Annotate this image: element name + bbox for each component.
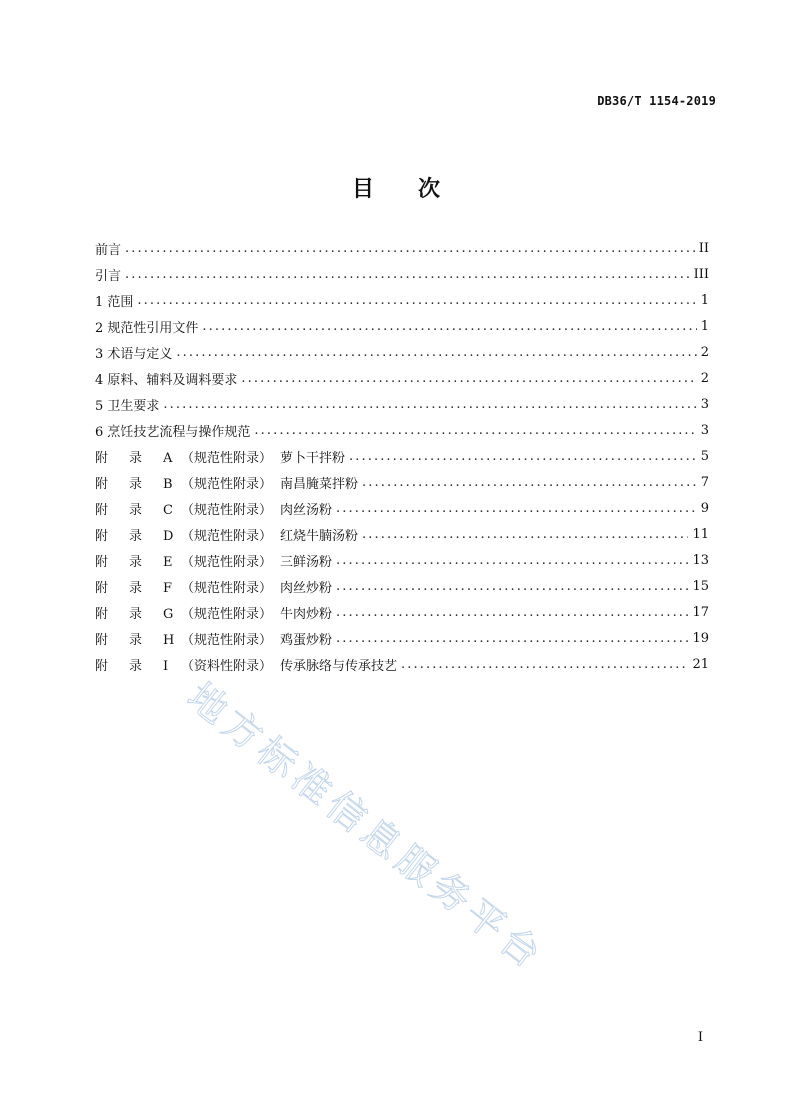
toc-leader [176,345,696,360]
toc-annex-d[interactable] [95,521,709,547]
toc-leader [137,293,696,308]
annex-sep: 录 [129,658,143,674]
annex-classification: （规范性附录） [181,606,273,622]
toc-entry-page: 13 [692,552,709,568]
document-code: DB36/T 1154-2019 [597,94,716,108]
toc-entry-page: 1 [700,292,709,308]
annex-sep: 录 [129,580,143,596]
annex-prefix: 附 [95,476,109,492]
toc-leader [125,267,690,282]
annex-letter: E [163,554,173,570]
toc-entry-label: 6 烹饪技艺流程与操作规范 [95,424,251,440]
toc-leader [125,241,695,256]
toc-annex-g[interactable] [95,599,709,625]
annex-prefix: 附 [95,450,109,466]
toc-entry-page: 21 [692,656,709,672]
toc-entry-label: 前言 [95,242,122,258]
annex-sep: 录 [129,450,143,466]
annex-title: 南昌腌菜拌粉 [280,476,359,492]
toc-annex-f[interactable] [95,573,709,599]
toc-entry-page: 2 [700,370,709,386]
toc-entry-normative-references[interactable] [95,313,709,339]
toc-entry-page: 1 [700,318,709,334]
toc-entry-page: III [693,266,709,282]
toc-entry-materials[interactable] [95,365,709,391]
toc-entry-page: 7 [700,474,709,490]
toc-entry-introduction[interactable] [95,261,709,287]
annex-title: 肉丝炒粉 [280,580,333,596]
toc-leader [254,423,696,438]
toc-entry-label: 3 术语与定义 [95,346,173,362]
toc-entry-page: 2 [700,344,709,360]
annex-label [95,499,332,518]
annex-sep: 录 [129,554,143,570]
annex-prefix: 附 [95,528,109,544]
toc-leader [202,319,696,334]
toc-annex-c[interactable] [95,495,709,521]
annex-letter: F [163,580,173,596]
toc-entry-page: 11 [692,526,709,542]
toc-leader [336,579,688,594]
annex-label [95,629,332,648]
annex-classification: （规范性附录） [181,554,273,570]
toc-entry-page: 9 [700,500,709,516]
annex-classification: （规范性附录） [181,502,273,518]
annex-letter: G [163,606,174,622]
annex-prefix: 附 [95,554,109,570]
toc-entry-page: II [698,240,709,256]
title-char-2: 次 [418,176,441,202]
annex-letter: I [163,658,169,674]
annex-label [95,577,332,596]
annex-prefix: 附 [95,632,109,648]
toc-annex-b[interactable] [95,469,709,495]
annex-title: 萝卜干拌粉 [280,450,346,466]
annex-classification: （规范性附录） [181,450,273,466]
annex-letter: C [163,502,173,518]
annex-label [95,655,397,674]
annex-prefix: 附 [95,580,109,596]
toc-entry-label: 5 卫生要求 [95,398,160,414]
annex-label [95,525,358,544]
annex-label [95,603,332,622]
toc-leader [163,397,696,412]
annex-classification: （规范性附录） [181,528,273,544]
toc-entry-page: 17 [692,604,709,620]
toc-annex-a[interactable] [95,443,709,469]
annex-title: 传承脉络与传承技艺 [280,658,398,674]
toc-leader [336,631,688,646]
annex-letter: H [163,632,175,648]
annex-classification: （规范性附录） [181,476,273,492]
toc-leader [336,605,688,620]
annex-sep: 录 [129,502,143,518]
annex-letter: D [163,528,174,544]
annex-label [95,447,345,466]
toc-entry-label: 4 原料、辅料及调料要求 [95,372,238,388]
toc-leader [362,475,697,490]
toc-annex-e[interactable] [95,547,709,573]
annex-title: 肉丝汤粉 [280,502,333,518]
toc-entry-page: 5 [700,448,709,464]
toc-entry-page: 3 [700,396,709,412]
toc-annex-h[interactable] [95,625,709,651]
annex-label [95,473,358,492]
toc-annex-i[interactable] [95,651,709,677]
annex-classification: （规范性附录） [181,580,273,596]
annex-letter: A [163,450,173,466]
toc-entry-page: 3 [700,422,709,438]
annex-title: 牛肉炒粉 [280,606,333,622]
annex-sep: 录 [129,528,143,544]
toc-leader [401,657,688,672]
table-of-contents [95,235,709,677]
toc-entry-label: 引言 [95,268,122,284]
page-title [0,172,792,203]
title-char-1: 目 [351,176,374,202]
toc-entry-hygiene[interactable] [95,391,709,417]
annex-title: 三鲜汤粉 [280,554,333,570]
watermark: 地方标准信息服务平台 [179,674,554,980]
annex-label [95,551,332,570]
annex-classification: （资料性附录） [181,658,273,674]
toc-entry-label: 1 范围 [95,294,134,310]
toc-entry-label: 2 规范性引用文件 [95,320,199,336]
toc-leader [362,527,688,542]
toc-entry-scope[interactable] [95,287,709,313]
annex-letter: B [163,476,173,492]
toc-entry-terms[interactable] [95,339,709,365]
annex-prefix: 附 [95,502,109,518]
toc-leader [349,449,697,464]
toc-entry-foreword[interactable] [95,235,709,261]
annex-sep: 录 [129,632,143,648]
annex-classification: （规范性附录） [181,632,273,648]
toc-entry-page: 19 [692,630,709,646]
page-number: I [697,1030,703,1045]
toc-entry-page: 15 [692,578,709,594]
toc-leader [336,553,688,568]
annex-prefix: 附 [95,658,109,674]
annex-title: 鸡蛋炒粉 [280,632,333,648]
toc-leader [241,371,696,386]
annex-prefix: 附 [95,606,109,622]
annex-sep: 录 [129,476,143,492]
toc-leader [336,501,697,516]
annex-title: 红烧牛腩汤粉 [280,528,359,544]
toc-entry-cooking-process[interactable] [95,417,709,443]
annex-sep: 录 [129,606,143,622]
